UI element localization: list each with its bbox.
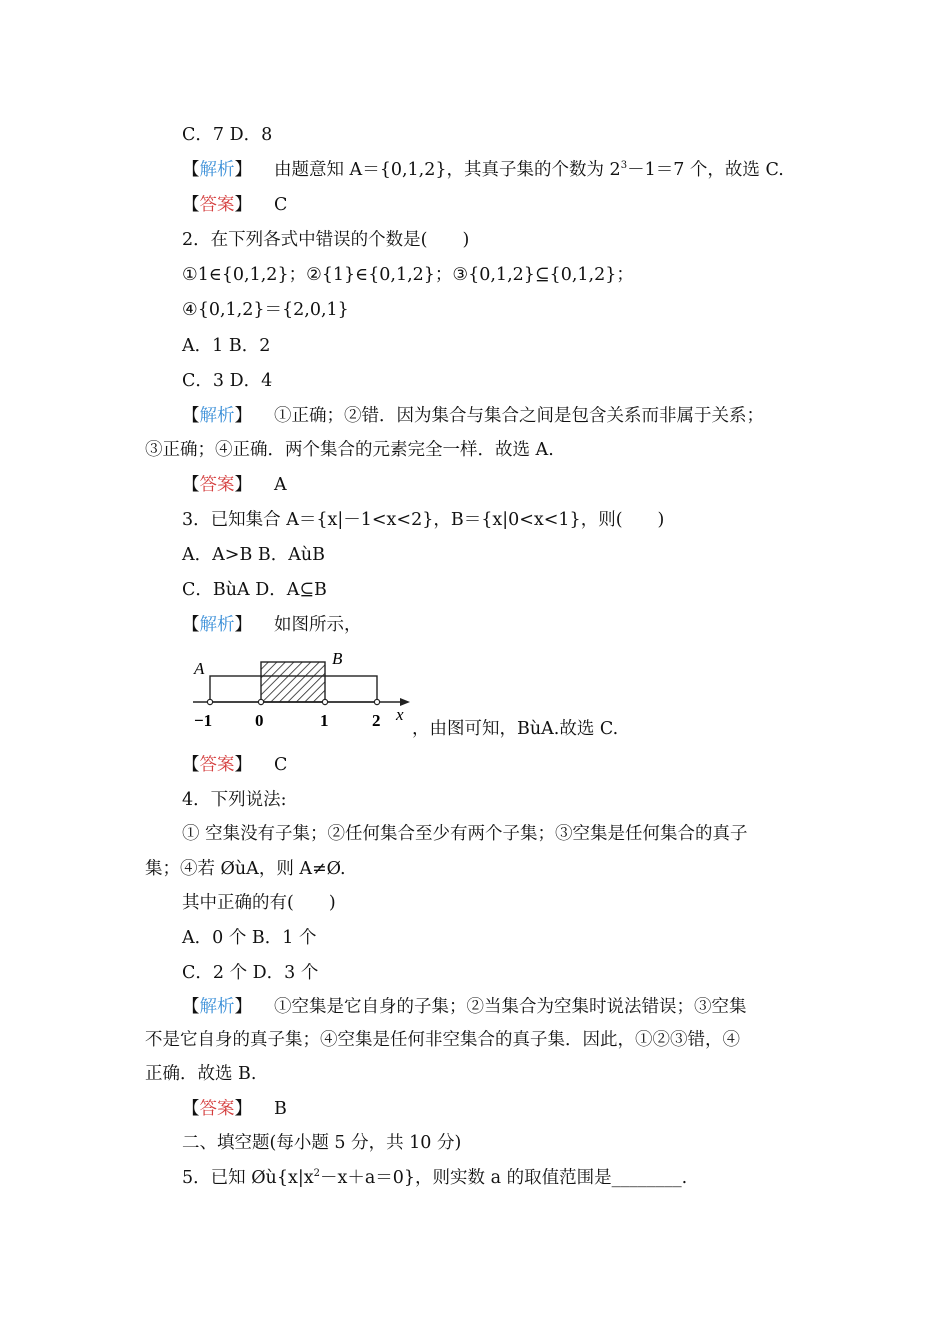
q1-analysis: 【解析】 由题意知 A＝{0,1,2}，其真子集的个数为 $2^3-1=7$ 个，故选 C. — [182, 160, 784, 180]
q4-analysis-text: ①空集是它自身的子集；②当集合为空集时说法错误；③空集 — [274, 997, 747, 1017]
tick-label: −1 — [194, 711, 213, 730]
tick-label: 2 — [372, 711, 381, 730]
analysis-label: 解析 — [199, 160, 235, 180]
q5-stem-text: 5．已知 Øù{x|x — [182, 1168, 314, 1188]
q2-items-1: ①1∈{0,1,2}；②{1}∈{0,1,2}；③{0,1,2}⊆{0,1,2}； — [182, 265, 634, 285]
q4-options-cd: C．2 个 D．3 个 — [182, 963, 319, 983]
tick-point — [207, 699, 212, 704]
q3-analysis: 【解析】 如图所示， — [182, 615, 362, 635]
set-b-rect — [261, 662, 325, 702]
q4-answer-value: B — [274, 1099, 287, 1119]
q4-statements-2: 集；④若 ØùA，则 A≠Ø. — [145, 859, 346, 879]
answer-label: 答案 — [199, 195, 235, 215]
q4-analysis-2: 不是它自身的真子集；④空集是任何非空集合的真子集．因此，①②③错，④ — [145, 1030, 740, 1050]
q3-after-figure: ，由图可知，BùA.故选 C. — [412, 719, 619, 739]
q5-stem — [182, 1166, 687, 1190]
q4-answer: 【答案】 B — [182, 1099, 287, 1119]
q2-items-2: ④{0,1,2}＝{2,0,1} — [182, 300, 349, 320]
q3-analysis-text: 如图所示， — [274, 615, 362, 635]
q3-stem: 3．已知集合 A＝{x|－1<x<2}，B＝{x|0<x<1}，则( ) — [182, 510, 665, 530]
q4-question: 其中正确的有( ) — [182, 893, 336, 913]
answer-label: 答案 — [199, 1099, 235, 1119]
q4-analysis-1: 【解析】 ①空集是它自身的子集；②当集合为空集时说法错误；③空集 — [182, 997, 747, 1017]
q2-analysis-2: ③正确；④正确．两个集合的元素完全一样．故选 A. — [145, 440, 554, 460]
q1-analysis-text-end: －1＝7 个，故选 C. — [627, 160, 784, 180]
q2-options-ab: A．1 B．2 — [182, 336, 271, 356]
q5-exponent: 2 — [313, 1168, 320, 1179]
section-2-heading: 二、填空题(每小题 5 分，共 10 分) — [182, 1133, 462, 1153]
label-x: x — [396, 705, 404, 724]
q4-stem: 4．下列说法: — [182, 790, 287, 810]
q5-stem-text-end: －x＋a＝0}，则实数 a 的取值范围是________. — [319, 1168, 688, 1188]
q4-statements-1: ① 空集没有子集；②任何集合至少有两个子集；③空集是任何集合的真子 — [182, 824, 748, 844]
q2-analysis-1: 【解析】 ①正确；②错．因为集合与集合之间是包含关系而非属于关系； — [182, 406, 764, 426]
q3-answer-value: C — [274, 755, 288, 775]
q1-answer: 【答案】 C — [182, 195, 288, 215]
label-a: A — [194, 659, 205, 678]
analysis-label: 解析 — [199, 997, 235, 1017]
number-line-figure — [188, 640, 418, 735]
tick-point — [322, 699, 327, 704]
q2-answer: 【答案】 A — [182, 475, 287, 495]
tick-point — [374, 699, 379, 704]
q2-stem: 2．在下列各式中错误的个数是( ) — [182, 230, 470, 250]
q4-analysis-3: 正确．故选 B. — [145, 1064, 257, 1084]
q4-options-ab: A．0 个 B．1 个 — [182, 928, 317, 948]
q3-options-cd: C．BùA D．A⊆B — [182, 580, 327, 600]
q2-answer-value: A — [274, 475, 287, 495]
q1-answer-value: C — [274, 195, 288, 215]
answer-label: 答案 — [199, 475, 235, 495]
analysis-label: 解析 — [199, 406, 235, 426]
answer-label: 答案 — [199, 755, 235, 775]
q1-analysis-text: 由题意知 A＝{0,1,2}，其真子集的个数为 2 — [274, 160, 621, 180]
q1-options-cd: C．7 D．8 — [182, 125, 273, 145]
label-b: B — [332, 649, 343, 668]
tick-label: 1 — [320, 711, 329, 730]
analysis-label: 解析 — [199, 615, 235, 635]
q3-options-ab: A．A>B B．AùB — [182, 545, 325, 565]
q2-options-cd: C．3 D．4 — [182, 371, 273, 391]
tick-point — [258, 699, 263, 704]
tick-label: 0 — [255, 711, 264, 730]
q3-answer: 【答案】 C — [182, 755, 288, 775]
q2-analysis-text: ①正确；②错．因为集合与集合之间是包含关系而非属于关系； — [274, 406, 764, 426]
q1-exponent: 3 — [620, 160, 628, 171]
